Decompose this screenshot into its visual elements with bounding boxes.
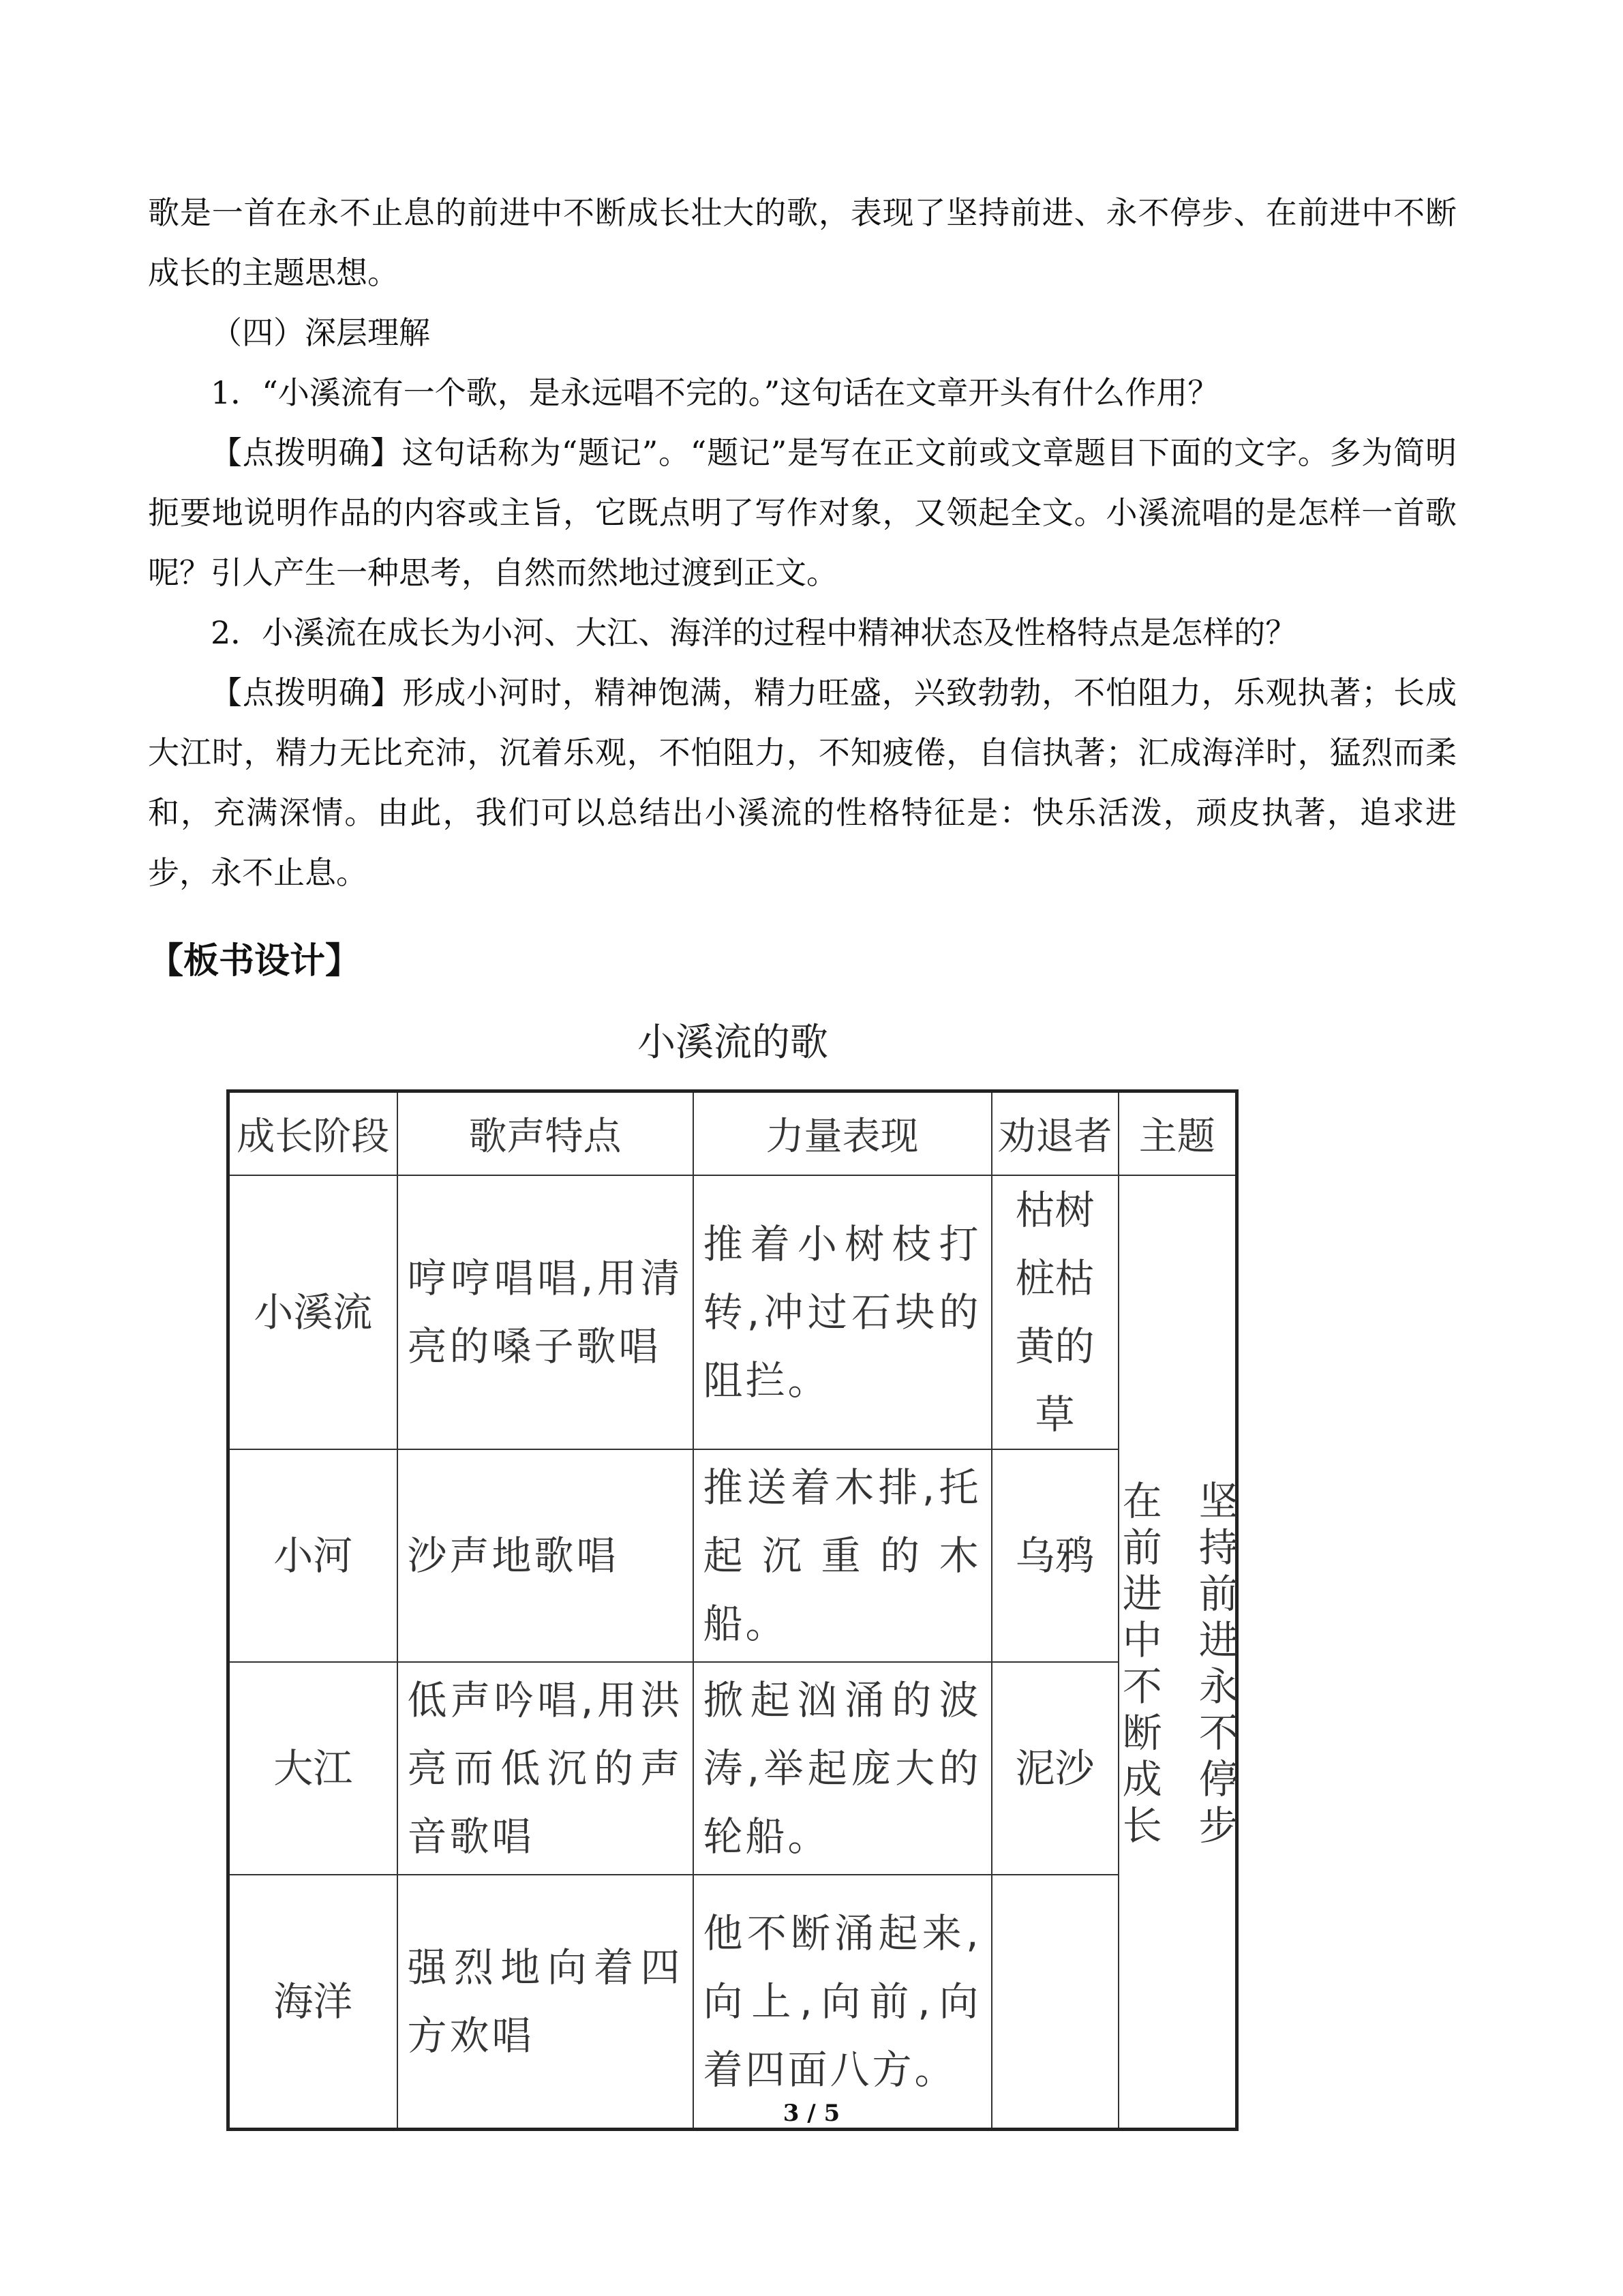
cell-song: 沙声地歌唱 — [397, 1449, 693, 1662]
theme-vertical-text — [1115, 1480, 1239, 1851]
cell-dissuader — [992, 1875, 1119, 2130]
cell-dissuader: 泥沙 — [992, 1662, 1119, 1875]
question-1: 1．“小溪流有一个歌，是永远唱不完的。”这句话在文章开头有什么作用？ — [211, 374, 1219, 411]
cell-stage: 小溪流 — [228, 1175, 397, 1449]
table-row — [228, 1175, 1237, 1449]
section-title-board-design: 【板书设计】 — [148, 941, 361, 982]
answer-label: 【点拨明确】 — [211, 434, 402, 471]
cell-dissuader: 乌鸦 — [992, 1449, 1119, 1662]
header-theme: 主题 — [1119, 1091, 1237, 1176]
cell-dissuader: 枯树桩枯黄的草 — [992, 1175, 1119, 1449]
cell-theme — [1115, 1175, 1239, 2130]
answer-1 — [148, 423, 1457, 603]
cell-power: 掀起汹涌的波涛,举起庞大的轮船。 — [693, 1662, 992, 1875]
header-stage: 成长阶段 — [228, 1091, 397, 1176]
answer-label: 【点拨明确】 — [211, 674, 403, 711]
cell-power: 推送着木排,托起沉重的木船。 — [693, 1449, 992, 1662]
table-row — [228, 1875, 1237, 2130]
table-row — [228, 1449, 1237, 1662]
page-number: 3 / 5 — [783, 2100, 840, 2127]
theme-column-left — [1103, 1480, 1175, 1851]
theme-right-text: 坚持前进永不停步 — [1192, 1480, 1239, 1851]
answer-text: 形成小河时，精神饱满，精力旺盛，兴致勃勃，不怕阻力，乐观执著；长成大江时，精力无比充沛，沉着乐观，不怕阻力，不知疲倦，自信执著；汇成海洋时，猛烈而柔和，充满深情。由此，我们可以总结出小溪流的性格特征是：快乐活泼，顽皮执著，追求进步，永不止息。 — [148, 674, 1457, 891]
cell-song: 低声吟唱,用洪亮而低沉的声音歌唱 — [397, 1662, 693, 1875]
theme-left-text: 在前进中不断成长 — [1115, 1480, 1162, 1851]
cell-song: 哼哼唱唱,用清亮的嗓子歌唱 — [397, 1175, 693, 1449]
answer-text: 这句话称为“题记”。“题记”是写在正文前或文章题目下面的文字。多为简明扼要地说明作品的内容或主旨，它既点明了写作对象，又领起全文。小溪流唱的是怎样一首歌呢？引人产生一种思考，自然而然地过渡到正文。 — [148, 434, 1457, 591]
board-design-table — [226, 1089, 1239, 2131]
header-song: 歌声特点 — [397, 1091, 693, 1176]
question-2: 2．小溪流在成长为小河、大江、海洋的过程中精神状态及性格特点是怎样的？ — [211, 614, 1297, 651]
board-title: 小溪流的歌 — [637, 1021, 828, 1065]
body-text — [148, 183, 1457, 903]
cell-stage: 大江 — [228, 1662, 397, 1875]
cell-stage: 海洋 — [228, 1875, 397, 2130]
answer-2 — [148, 663, 1457, 903]
cell-stage: 小河 — [228, 1449, 397, 1662]
cell-song: 强烈地向着四方欢唱 — [397, 1875, 693, 2130]
paragraph-continuation: 歌是一首在永不止息的前进中不断成长壮大的歌，表现了坚持前进、永不停步、在前进中不断成长的主题思想。 — [148, 194, 1457, 291]
theme-column-right — [1179, 1480, 1252, 1851]
table-header-row — [228, 1091, 1237, 1176]
cell-power: 推着小树枝打转,冲过石块的阻拦。 — [693, 1175, 992, 1449]
section-heading-deep-understanding: （四）深层理解 — [211, 314, 430, 351]
header-power: 力量表现 — [693, 1091, 992, 1176]
cell-power: 他不断涌起来,向上,向前,向着四面八方。 — [693, 1875, 992, 2130]
header-dissuader: 劝退者 — [992, 1091, 1119, 1176]
table-row — [228, 1662, 1237, 1875]
